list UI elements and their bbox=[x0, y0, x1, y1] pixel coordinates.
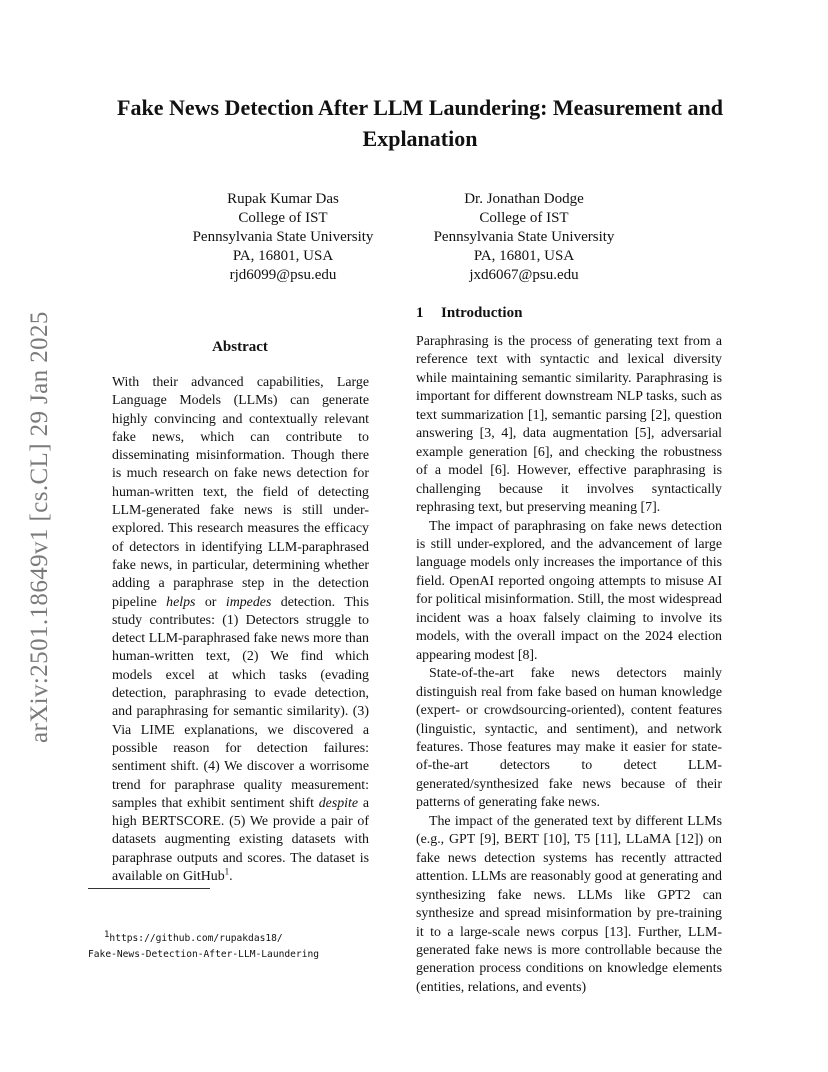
author-department: College of IST bbox=[479, 210, 569, 226]
paper-title: Fake News Detection After LLM Laundering: Measurement and Explanation bbox=[117, 95, 723, 151]
author-university: Pennsylvania State University bbox=[192, 229, 374, 245]
author-university: Pennsylvania State University bbox=[433, 229, 615, 245]
arxiv-identifier: arXiv:2501.18649v1 [cs.CL] 29 Jan 2025 bbox=[26, 311, 53, 743]
paragraph: State-of-the-art fake news detectors mainly distinguish real from fake based on human knowledge (expert- or crowdsourcing-oriented), content features (linguistic, syntactic, and sentiment), and network features. Those features may make it easier for state-of-the-art detectors to detect LLM-generated/synthesized fake news because of their patterns of generating fake news. bbox=[416, 666, 722, 811]
paragraph: The impact of paraphrasing on fake news detection is still under-explored, and the advancement of large language models only increases the importance of this field. OpenAI reported ongoing attempts to misuse AI for political misinformation. Still, the most widespread incident was a hoax falsely claiming to involve its models, with the overall impact on the 2024 election appearing modest [8]. bbox=[416, 518, 722, 663]
author-block-2 bbox=[394, 190, 654, 285]
footnote-number: 1 bbox=[104, 929, 110, 940]
section-title: Introduction bbox=[441, 305, 523, 321]
footnote-marker: 1 bbox=[224, 866, 230, 877]
section-number: 1 bbox=[416, 305, 424, 321]
footnote-divider bbox=[88, 888, 210, 889]
author-email: jxd6067@psu.edu bbox=[469, 267, 579, 283]
abstract-text-part: or bbox=[195, 594, 226, 610]
author-name: Rupak Kumar Das bbox=[227, 191, 339, 207]
abstract-text-part: . bbox=[229, 869, 233, 885]
footnote-link-line-1[interactable]: https://github.com/rupakdas18/ bbox=[109, 933, 283, 944]
abstract-emphasis-helps: helps bbox=[166, 594, 196, 610]
introduction-body bbox=[416, 333, 722, 997]
abstract-text-part: a high BERTSCORE. (5) We provide a pair of datasets augmenting existing datasets with paraphrase outputs and scores. The dataset is available on GitHub bbox=[112, 795, 369, 885]
section-heading-introduction bbox=[416, 305, 522, 322]
author-email: rjd6099@psu.edu bbox=[229, 267, 337, 283]
paragraph: The impact of the generated text by different LLMs (e.g., GPT [9], BERT [10], T5 [11], LLaMA [12]) on fake news detection systems has recently attracted attention. LLMs are reasonably good at generating and synthesizing fake news. LLMs like GPT2 can synthesize and spread misinformation by pre-training it to a large-scale news corpus [13]. Further, LLM-generated fake news is more controllable because the generation process conditions on knowledge elements (entities, relations, and events) bbox=[416, 813, 722, 995]
paragraph: Paraphrasing is the process of generating text from a reference text with syntactic and lexical diversity while maintaining semantic similarity. Paraphrasing is important for different downstream NLP tasks, such as text summarization [1], semantic parsing [2], question answering [3, 4], data augmentation [5], adversarial example generation [6], and checking the robustness of a model [6]. However, effective paraphrasing is challenging because it involves syntactically rephrasing text, but preserving meaning [7]. bbox=[416, 334, 722, 516]
author-address: PA, 16801, USA bbox=[232, 248, 334, 264]
abstract-emphasis-impedes: impedes bbox=[225, 594, 272, 610]
abstract-heading: Abstract bbox=[212, 339, 268, 355]
footnote-link-line-2[interactable]: Fake-News-Detection-After-LLM-Laundering bbox=[88, 948, 320, 960]
author-department: College of IST bbox=[238, 210, 328, 226]
abstract-emphasis-despite: despite bbox=[318, 795, 359, 811]
abstract-text-part: detection. This study contributes: (1) Detectors struggle to detect LLM-paraphrased fake news more than human-written text, (2) We find which models excel at which tasks (evading detection, paraphrasing to evade detection, and paraphrasing for semantic similarity). (3) Via LIME explanations, we discovered a possible reason for detection failures: sentiment shift. (4) We discover a worrisome trend for paraphrase quality measurement: samples that exhibit sentiment shift bbox=[112, 594, 369, 811]
abstract-text bbox=[112, 374, 369, 886]
author-name: Dr. Jonathan Dodge bbox=[464, 191, 584, 207]
author-address: PA, 16801, USA bbox=[473, 248, 575, 264]
abstract-text-part: With their advanced capabilities, Large Language Models (LLMs) can generate highly convincing and contextually relevant fake news, which can contribute to disseminating misinformation. Though there is much research on fake news detection for human-written text, the field of detecting LLM-generated fake news is still under-explored. This research measures the efficacy of detectors in identifying LLM-paraphrased fake news, in particular, determining whether adding a paraphrase step in the detection pipeline bbox=[112, 375, 369, 610]
author-block-1 bbox=[153, 190, 413, 285]
footnote bbox=[88, 931, 388, 962]
